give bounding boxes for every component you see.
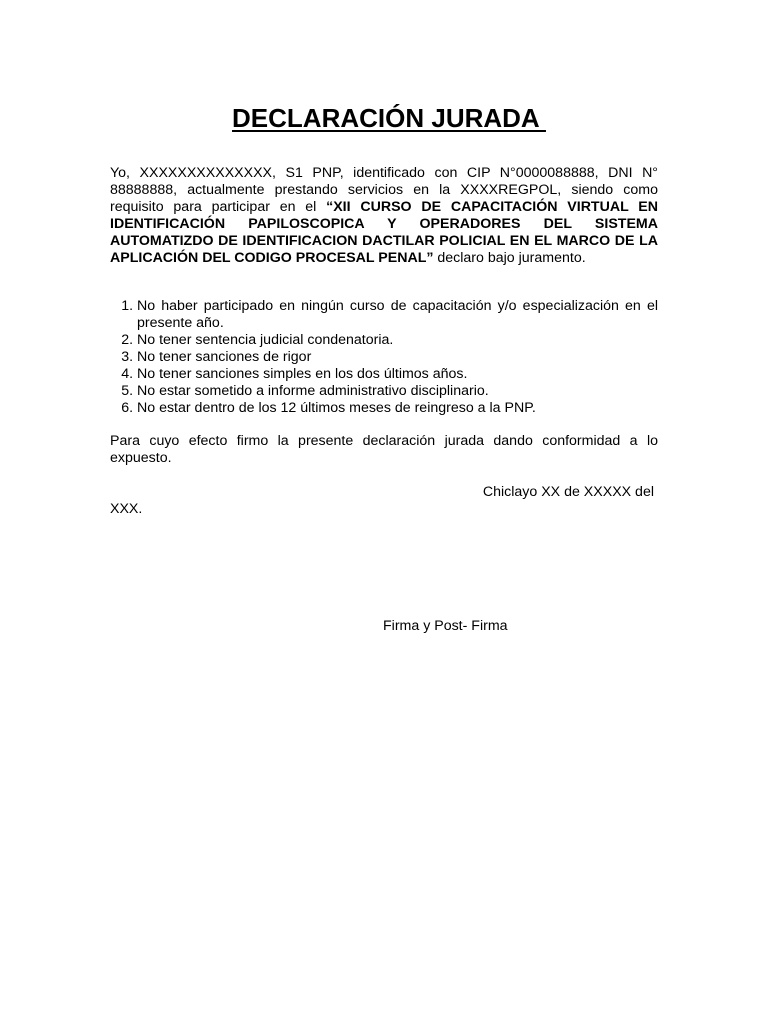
- requirement-item: 1. No haber participado en ningún curso de capacitación y/o especialización en el presente año.: [137, 298, 658, 332]
- requirement-item: 5. No estar sometido a informe administrativo disciplinario.: [137, 383, 658, 400]
- course-name: “XII CURSO DE CAPACITACIÓN VIRTUAL EN IDENTIFICACIÓN PAPILOSCOPICA Y OPERADORES DEL SISTEMA AUTOMATIZDO DE IDENTIFICACION DACTILAR POLICIAL EN EL MARCO DE LA APLICACIÓN DEL CODIGO PROCESAL PENAL”: [110, 199, 658, 266]
- intro-text-part2: declaro bajo juramento.: [433, 250, 586, 266]
- signature-label: Firma y Post- Firma: [383, 618, 508, 634]
- intro-paragraph: [110, 165, 658, 267]
- place-and-date: [110, 484, 658, 518]
- intro-text-part1: Yo, XXXXXXXXXXXXXX, S1 PNP, identificado con CIP N°0000088888, DNI N° 88888888, actualmente prestando servicios en la XXXXREGPOL, siendo como requisito para participar en el: [110, 165, 658, 215]
- place-date-line1: Chiclayo XX de XXXXX del: [482, 484, 654, 500]
- requirement-item: 4. No tener sanciones simples en los dos últimos años.: [137, 366, 658, 383]
- closing-paragraph: Para cuyo efecto firmo la presente declaración jurada dando conformidad a lo expuesto.: [110, 433, 658, 466]
- requirement-item: 3. No tener sanciones de rigor: [137, 349, 658, 366]
- requirement-item: 2. No tener sentencia judicial condenatoria.: [137, 332, 658, 349]
- document-title: DECLARACIÓN JURADA: [232, 103, 546, 133]
- place-date-line2: XXX.: [110, 501, 143, 517]
- requirement-item: 6. No estar dentro de los 12 últimos meses de reingreso a la PNP.: [137, 400, 658, 417]
- requirements-list: [110, 298, 658, 417]
